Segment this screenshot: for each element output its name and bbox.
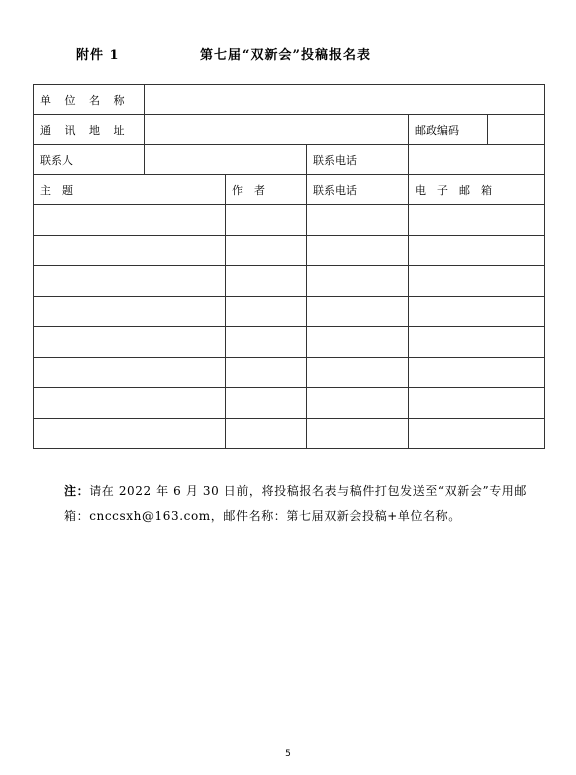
phone-cell[interactable] — [307, 266, 409, 297]
author-cell[interactable] — [226, 327, 307, 358]
column-header-author: 作 者 — [226, 175, 307, 205]
phone-cell[interactable] — [307, 327, 409, 358]
registration-form-table — [33, 84, 545, 449]
phone-cell[interactable] — [307, 418, 409, 449]
email-cell[interactable] — [409, 418, 545, 449]
form-title: 第七届“双新会”投稿报名表 — [200, 48, 371, 63]
email-cell[interactable] — [409, 357, 545, 388]
unit-name-label: 单 位 名 称 — [34, 85, 145, 115]
phone-cell[interactable] — [307, 388, 409, 419]
table-row — [34, 327, 545, 358]
contact-label: 联系人 — [34, 145, 145, 175]
table-row — [34, 388, 545, 419]
email-cell[interactable] — [409, 296, 545, 327]
author-cell[interactable] — [226, 266, 307, 297]
phone-cell[interactable] — [307, 235, 409, 266]
contact-phone-label: 联系电话 — [307, 145, 409, 175]
column-header-email: 电 子 邮 箱 — [409, 175, 545, 205]
topic-cell[interactable] — [34, 357, 226, 388]
topic-cell[interactable] — [34, 327, 226, 358]
topic-cell[interactable] — [34, 296, 226, 327]
table-row — [34, 235, 545, 266]
topic-cell[interactable] — [34, 388, 226, 419]
topic-cell[interactable] — [34, 205, 226, 236]
email-cell[interactable] — [409, 235, 545, 266]
author-cell[interactable] — [226, 205, 307, 236]
author-cell[interactable] — [226, 235, 307, 266]
annex-label: 附件 1 — [76, 48, 120, 63]
contact-field[interactable] — [145, 145, 307, 175]
address-label: 通 讯 地 址 — [34, 115, 145, 145]
email-cell[interactable] — [409, 327, 545, 358]
table-row — [34, 357, 545, 388]
author-cell[interactable] — [226, 296, 307, 327]
email-cell[interactable] — [409, 205, 545, 236]
email-cell[interactable] — [409, 266, 545, 297]
document-header — [0, 44, 576, 64]
note-prefix: 注： — [64, 484, 90, 498]
table-row — [34, 418, 545, 449]
topic-cell[interactable] — [34, 418, 226, 449]
page-number: 5 — [285, 749, 291, 759]
topic-cell[interactable] — [34, 266, 226, 297]
email-cell[interactable] — [409, 388, 545, 419]
unit-name-field[interactable] — [145, 85, 545, 115]
column-header-topic: 主 题 — [34, 175, 226, 205]
author-cell[interactable] — [226, 388, 307, 419]
table-row — [34, 266, 545, 297]
phone-cell[interactable] — [307, 296, 409, 327]
column-header-phone: 联系电话 — [307, 175, 409, 205]
note-text: 请在 2022 年 6 月 30 日前，将投稿报名表与稿件打包发送至“双新会”专用邮箱：cnccsxh@163.com，邮件名称：第七届双新会投稿+单位名称。 — [64, 484, 528, 523]
postcode-field[interactable] — [488, 115, 545, 145]
table-row — [34, 296, 545, 327]
address-field[interactable] — [145, 115, 409, 145]
author-cell[interactable] — [226, 418, 307, 449]
topic-cell[interactable] — [34, 235, 226, 266]
table-row — [34, 205, 545, 236]
postcode-label: 邮政编码 — [409, 115, 488, 145]
phone-cell[interactable] — [307, 357, 409, 388]
phone-cell[interactable] — [307, 205, 409, 236]
contact-phone-field[interactable] — [409, 145, 545, 175]
author-cell[interactable] — [226, 357, 307, 388]
submission-note — [64, 479, 534, 529]
